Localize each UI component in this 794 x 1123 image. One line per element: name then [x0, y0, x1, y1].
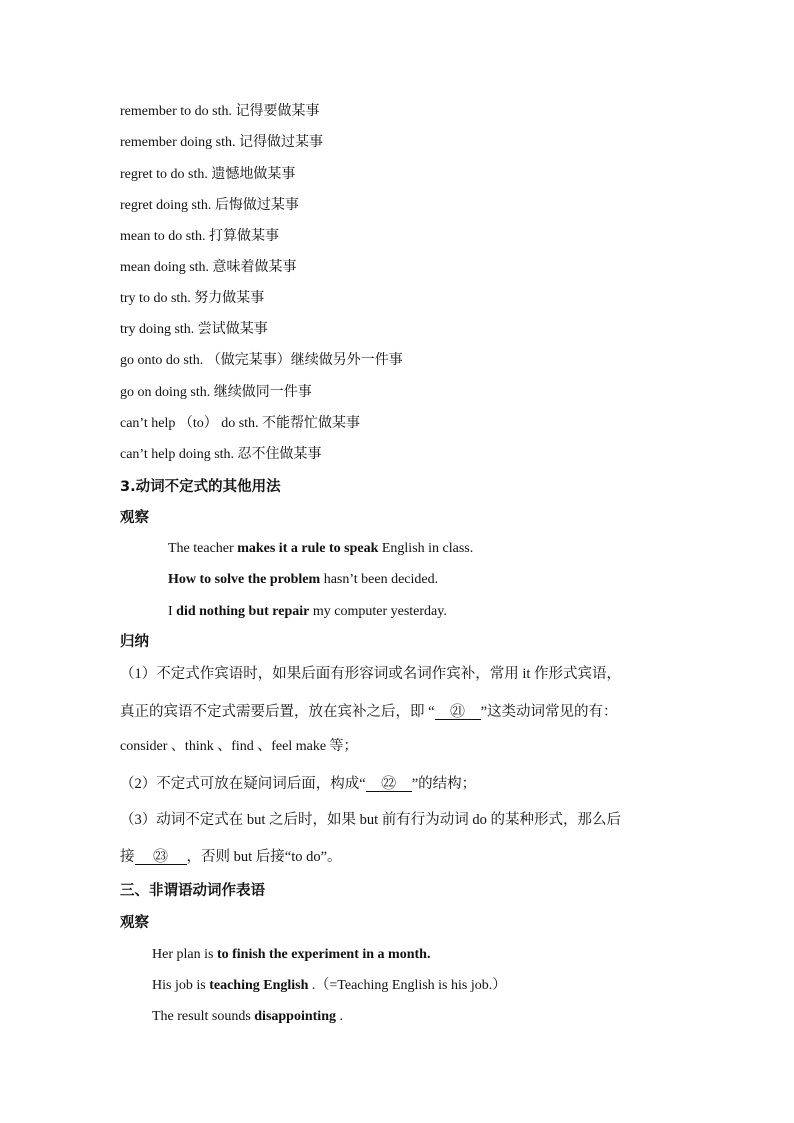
answer-blank-22[interactable]: ㉒ [366, 775, 412, 792]
example-text: Her plan is [152, 947, 217, 962]
example-bold: disappointing [254, 1009, 336, 1024]
example-text: . [335, 1009, 343, 1024]
rule-1-line-2 [120, 703, 618, 721]
example-bold: teaching English [209, 978, 309, 993]
rule-text: ”的结构； [411, 776, 477, 792]
rule-2 [120, 775, 476, 793]
vocab-item: mean doing sth. 意味着做某事 [120, 260, 297, 275]
example-text: His job is [152, 978, 210, 993]
rule-3-line-2 [120, 848, 342, 866]
section-heading: 三、非谓语动词作表语 [120, 883, 265, 899]
answer-blank-23[interactable]: ㉓ [135, 848, 187, 865]
rule-text: 接 [120, 849, 135, 865]
vocab-item: go on doing sth. 继续做同一件事 [120, 385, 312, 400]
example-sentence [168, 540, 473, 558]
rule-text: （2）不定式可放在疑问词后面，构成“ [120, 776, 366, 792]
induce-label: 归纳 [120, 634, 149, 650]
vocab-item: regret to do sth. 遗憾地做某事 [120, 167, 296, 182]
example-sentence [168, 603, 447, 621]
section-heading: 3.动词不定式的其他用法 [120, 479, 281, 495]
example-sentence [152, 1008, 343, 1026]
example-text: my computer yesterday. [309, 604, 447, 619]
example-text: The result sounds [152, 1009, 255, 1024]
example-bold: How to solve the problem [168, 572, 321, 587]
rule-1-line-1: （1）不定式作宾语时，如果后面有形容词或名词作宾补，常用 it 作形式宾语， [120, 666, 622, 682]
example-bold: makes it a rule to speak [237, 541, 379, 556]
vocab-item: can’t help （to） do sth. 不能帮忙做某事 [120, 416, 361, 431]
example-sentence [152, 977, 506, 995]
vocab-item: go onto do sth. （做完某事）继续做另外一件事 [120, 353, 403, 368]
example-sentence [152, 946, 430, 964]
rule-text: ，否则 but 后接“to do”。 [186, 849, 342, 865]
vocab-item: regret doing sth. 后悔做过某事 [120, 198, 299, 213]
vocab-item: can’t help doing sth. 忍不住做某事 [120, 447, 322, 462]
example-text: I [168, 604, 177, 619]
vocab-item: remember doing sth. 记得做过某事 [120, 135, 323, 150]
rule-text: ”这类动词常见的有： [480, 704, 618, 720]
example-text: hasn’t been decided. [320, 572, 439, 587]
vocab-item: remember to do sth. 记得要做某事 [120, 104, 320, 119]
vocab-item: try to do sth. 努力做某事 [120, 291, 265, 306]
example-text: The teacher [168, 541, 238, 556]
example-bold: did nothing but repair [176, 604, 310, 619]
rule-1-line-3: consider 、think 、find 、feel make 等； [120, 739, 358, 754]
observe-label: 观察 [120, 915, 149, 931]
example-bold: to finish the experiment in a month. [216, 947, 431, 962]
rule-3-line-1: （3）动词不定式在 but 之后时，如果 but 前有行为动词 do 的某种形式，那么后 [120, 812, 622, 828]
observe-label: 观察 [120, 510, 149, 526]
example-text: .（=Teaching English is his job.） [308, 978, 507, 993]
rule-text: 真正的宾语不定式需要后置，放在宾补之后，即 “ [120, 704, 435, 720]
vocab-item: try doing sth. 尝试做某事 [120, 322, 268, 337]
example-text: English in class. [378, 541, 474, 556]
answer-blank-21[interactable]: ㉑ [435, 703, 481, 720]
example-sentence [168, 571, 438, 589]
vocab-item: mean to do sth. 打算做某事 [120, 229, 280, 244]
